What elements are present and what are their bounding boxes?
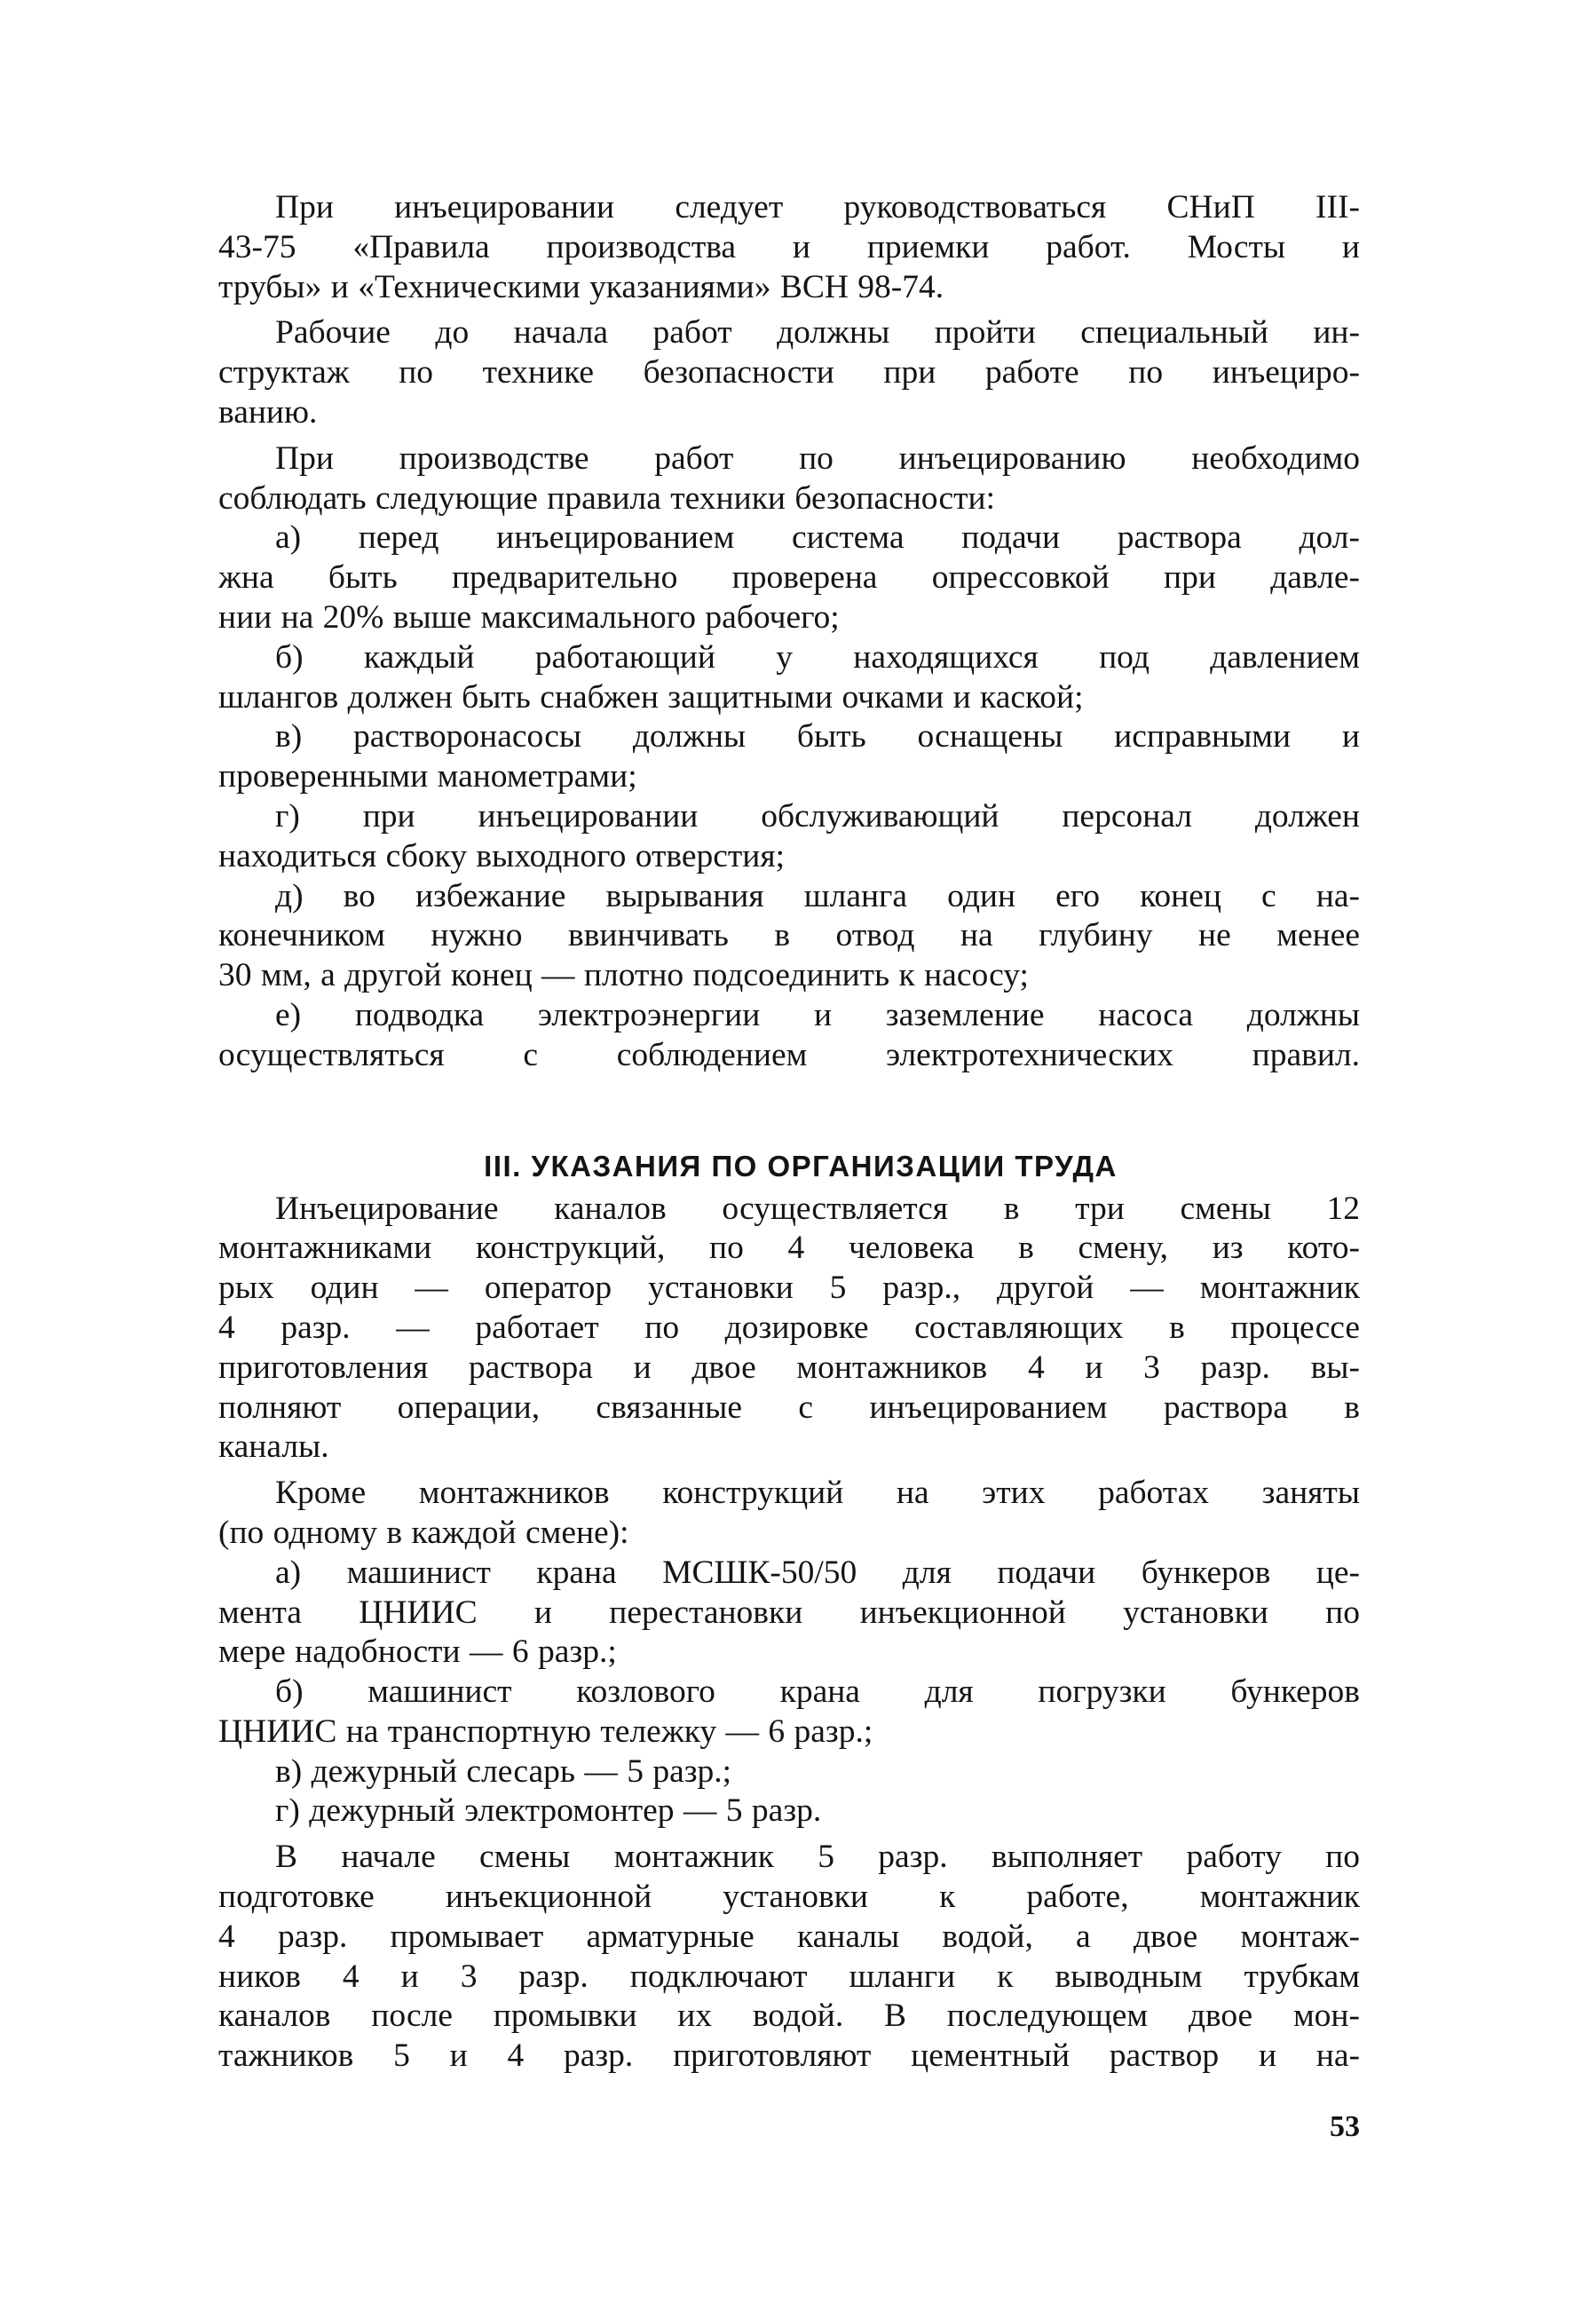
text-line: рых один — оператор установки 5 разр., другой — монтажник [218, 1270, 1360, 1307]
text-line: 4 разр. промывает арматурные каналы водой, а двое монтаж- [218, 1918, 1360, 1955]
text-line: При инъецировании следует руководствоваться СНиП III- [275, 189, 1360, 225]
list-item-v [218, 717, 1360, 797]
text-line: жна быть предварительно проверена опрессовкой при давле- [218, 559, 1360, 597]
text-line: в) растворонасосы должны быть оснащены исправными и [275, 718, 1360, 755]
text-line: в) дежурный слесарь — 5 разр.; [275, 1752, 732, 1790]
text-line: а) перед инъецированием система подачи раствора дол- [275, 519, 1360, 557]
text-line: шлангов должен быть снабжен защитными очками и каской; [218, 678, 1084, 716]
text-line: 43-75 «Правила производства и приемки работ. Мосты и [218, 228, 1360, 265]
list-item-b [218, 1673, 1360, 1752]
paragraph-shifts [218, 1190, 1360, 1468]
text-line: соблюдать следующие правила техники безопасности: [218, 479, 996, 517]
labor-organization-section [218, 1145, 1360, 2077]
text-line: полняют операции, связанные с инъецированием раствора в [218, 1388, 1360, 1426]
text-line: 4 разр. — работает по дозировке составляющих в процессе [218, 1309, 1360, 1346]
text-line: е) подводка электроэнергии и заземление насоса должны [275, 996, 1360, 1033]
list-item-b [218, 638, 1360, 718]
text-line: каналы. [218, 1428, 329, 1466]
paragraph-safety-rules-intro [218, 439, 1360, 519]
text-line: мере надобности — 6 разр.; [218, 1634, 617, 1671]
text-line: проверенными манометрами; [218, 758, 637, 795]
text-line: находиться сбоку выходного отверстия; [218, 837, 786, 874]
list-item-d [218, 877, 1360, 996]
text-line: г) дежурный электромонтер — 5 разр. [275, 1792, 822, 1830]
list-item-e [218, 996, 1360, 1076]
text-line: д) во избежание вырывания шланга один его конец с на- [275, 877, 1360, 914]
text-line: 30 мм, а другой конец — плотно подсоединить к насосу; [218, 957, 1029, 994]
text-line: б) машинист козлового крана для погрузки бункеров [275, 1673, 1360, 1711]
text-line: б) каждый работающий у находящихся под давлением [275, 638, 1360, 676]
text-line: а) машинист крана МСШК-50/50 для подачи бункеров це- [275, 1554, 1360, 1591]
text-line: трубы» и «Техническими указаниями» ВСН 98-74. [218, 268, 944, 305]
page-number: 53 [1330, 2110, 1360, 2143]
text-line: конечником нужно ввинчивать в отвод на глубину не менее [218, 917, 1360, 954]
safety-section [218, 188, 1360, 1076]
list-item-a [218, 518, 1360, 637]
list-item-g [218, 1792, 1360, 1831]
text-line: В начале смены монтажник 5 разр. выполняет работу по [275, 1839, 1360, 1876]
list-item-v [218, 1752, 1360, 1792]
list-item-a [218, 1554, 1360, 1673]
list-item-g [218, 797, 1360, 877]
text-line: Инъецирование каналов осуществляется в три смены 12 [275, 1190, 1360, 1227]
text-line: Рабочие до начала работ должны пройти специальный ин- [275, 314, 1360, 352]
text-line: осуществляться с соблюдением электротехнических правил. [218, 1036, 1360, 1073]
text-line: ЦНИИС на транспортную тележку — 6 разр.; [218, 1713, 873, 1750]
text-line: (по одному в каждой смене): [218, 1514, 629, 1551]
text-line: ванию. [218, 393, 318, 431]
text-line: мента ЦНИИС и перестановки инъекционной установки по [218, 1594, 1360, 1631]
paragraph-other-workers [218, 1474, 1360, 1554]
text-line: нии на 20% выше максимального рабочего; [218, 598, 840, 636]
text-line: ников 4 и 3 разр. подключают шланги к выводным трубкам [218, 1958, 1360, 1995]
text-line: приготовления раствора и двое монтажников 4 и 3 разр. вы- [218, 1349, 1360, 1386]
text-line: При производстве работ по инъецированию необходимо [275, 439, 1360, 477]
text-line: подготовке инъекционной установки к работе, монтажник [218, 1879, 1360, 1916]
paragraph-briefing [218, 313, 1360, 432]
text-line: г) при инъецировании обслуживающий персонал должен [275, 797, 1360, 835]
text-column [218, 188, 1360, 2077]
text-line: монтажниками конструкций, по 4 человека в смену, из кото- [218, 1230, 1360, 1267]
text-line: тажников 5 и 4 разр. приготовляют цементный раствор и на- [218, 2037, 1360, 2075]
paragraph-shift-start [218, 1838, 1360, 2077]
paragraph-snip-reference [218, 188, 1360, 307]
text-line: каналов после промывки их водой. В последующем двое мон- [218, 1998, 1360, 2035]
section-heading: III. УКАЗАНИЯ ПО ОРГАНИЗАЦИИ ТРУДА [484, 1149, 1118, 1183]
text-line: Кроме монтажников конструкций на этих работах заняты [275, 1475, 1360, 1512]
text-line: структаж по технике безопасности при работе по инъециро- [218, 354, 1360, 392]
